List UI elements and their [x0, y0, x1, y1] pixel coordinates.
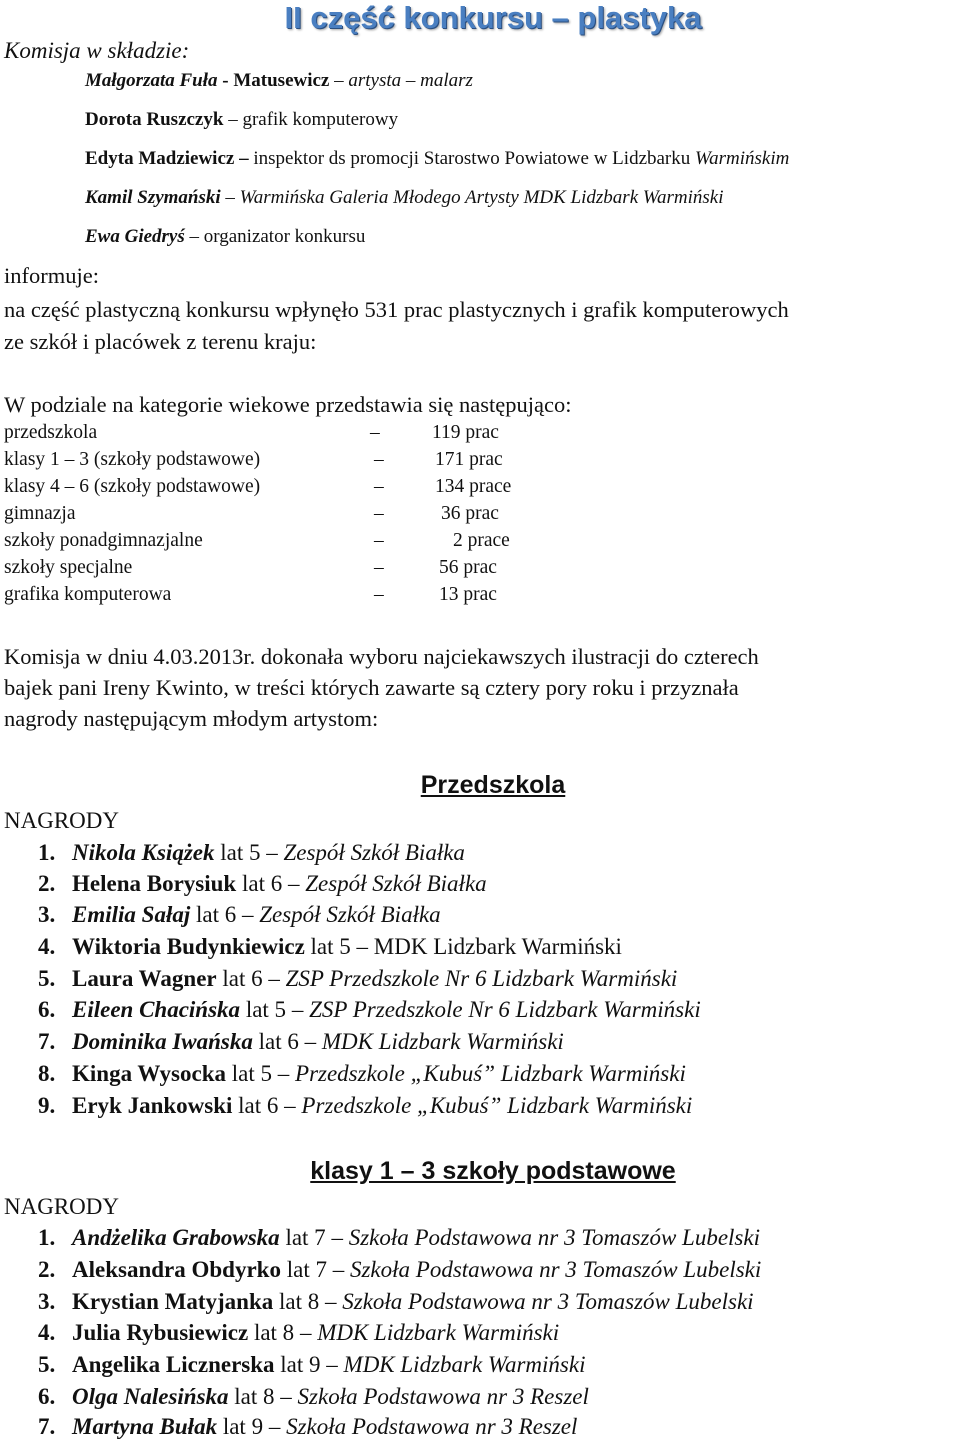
decision-line-3: nagrody następującym młodym artystom: — [4, 706, 379, 731]
category-dash: – — [374, 476, 384, 497]
category-count: 36 prac — [441, 503, 499, 524]
award-item: 6. Olga Nalesińska lat 8 – Szkoła Podstawowa nr 3 Reszel — [38, 1384, 589, 1409]
award-item: 6. Eileen Chacińska lat 5 – ZSP Przedszkole Nr 6 Lidzbark Warmiński — [38, 997, 701, 1022]
winner-name: Emilia Sałaj — [72, 902, 191, 927]
category-label: przedszkola — [4, 422, 98, 443]
award-item: 5. Laura Wagner lat 6 – ZSP Przedszkole Nr 6 Lidzbark Warmiński — [38, 966, 678, 991]
category-label: grafika komputerowa — [4, 584, 172, 605]
intro-line-1: na część plastyczną konkursu wpłynęło 531 prac plastycznych i grafik komputerowych — [4, 297, 789, 322]
category-dash: – — [374, 530, 384, 551]
award-item: 7. Dominika Iwańska lat 6 – MDK Lidzbark Warmiński — [38, 1029, 564, 1054]
member-desc: – organizator konkursu — [184, 226, 366, 247]
category-dash: – — [374, 557, 384, 578]
section-heading-przedszkola: Przedszkola — [420, 771, 566, 799]
member-name: Kamil Szymański — [85, 187, 221, 208]
category-count: 56 prac — [439, 557, 497, 578]
category-label: klasy 4 – 6 (szkoły podstawowe) — [4, 476, 261, 497]
award-item: 3. Emilia Sałaj lat 6 – Zespół Szkół Białka — [38, 902, 441, 927]
section-heading-klasy-1-3: klasy 1 – 3 szkoły podstawowe — [310, 1157, 676, 1185]
category-dash: – — [370, 422, 380, 443]
award-item: 5. Angelika Licznerska lat 9 – MDK Lidzbark Warmiński — [38, 1352, 586, 1377]
category-label: szkoły specjalne — [4, 557, 133, 578]
category-label: gimnazja — [4, 503, 76, 524]
division-text: W podziale na kategorie wiekowe przedstawia się następująco: — [4, 392, 572, 417]
winner-name: Martyna Bułak — [72, 1414, 218, 1439]
member-desc-tail: Warmińskim — [695, 148, 790, 169]
winner-name: Krystian Matyjanka — [72, 1289, 274, 1314]
decision-line-1: Komisja w dniu 4.03.2013r. dokonała wyboru najciekawszych ilustracji do czterech — [4, 644, 759, 669]
award-item: 2. Aleksandra Obdyrko lat 7 – Szkoła Podstawowa nr 3 Tomaszów Lubelski — [38, 1257, 762, 1282]
awards-label: NAGRODY — [4, 808, 119, 833]
winner-name: Wiktoria Budynkiewicz — [72, 934, 305, 959]
member-desc: – Warmińska Galeria Młodego Artysty MDK Lidzbark Warmiński — [220, 187, 724, 208]
category-count: 2 prace — [453, 530, 510, 551]
award-item: 4. Wiktoria Budynkiewicz lat 5 – MDK Lidzbark Warmiński — [38, 934, 622, 959]
winner-name: Kinga Wysocka — [72, 1061, 227, 1086]
category-label: klasy 1 – 3 (szkoły podstawowe) — [4, 449, 261, 470]
member-name-rest: – — [234, 148, 254, 169]
award-item: 2. Helena Borysiuk lat 6 – Zespół Szkół Białka — [38, 871, 487, 896]
commission-label: Komisja w składzie: — [4, 38, 190, 63]
awards-label: NAGRODY — [4, 1194, 119, 1219]
member-5 — [85, 226, 365, 248]
member-4 — [85, 187, 723, 209]
member-name: Dorota Ruszczyk — [85, 109, 224, 130]
category-dash: – — [374, 584, 384, 605]
decision-line-2: bajek pani Ireny Kwinto, w treści których zawarte są cztery pory roku i przyznała — [4, 675, 739, 700]
category-count: 13 prac — [439, 584, 497, 605]
award-item: 1. Andżelika Grabowska lat 7 – Szkoła Podstawowa nr 3 Tomaszów Lubelski — [38, 1225, 760, 1250]
category-dash: – — [374, 503, 384, 524]
winner-name: Julia Rybusiewicz — [72, 1320, 249, 1345]
winner-name: Dominika Iwańska — [72, 1029, 253, 1054]
member-name: Ewa Giedryś — [85, 226, 185, 247]
award-item: 9. Eryk Jankowski lat 6 – Przedszkole „Kubuś” Lidzbark Warmiński — [38, 1093, 693, 1118]
member-2 — [85, 109, 398, 131]
award-item: 7. Martyna Bułak lat 9 – Szkoła Podstawowa nr 3 Reszel — [38, 1414, 578, 1439]
member-3 — [85, 148, 789, 170]
category-label: szkoły ponadgimnazjalne — [4, 530, 203, 551]
award-item: 3. Krystian Matyjanka lat 8 – Szkoła Podstawowa nr 3 Tomaszów Lubelski — [38, 1289, 754, 1314]
member-name: Edyta Madziewicz — [85, 148, 235, 169]
category-count: 171 prac — [435, 449, 503, 470]
winner-name: Eryk Jankowski — [72, 1093, 233, 1118]
intro-line-2: ze szkół i placówek z terenu kraju: — [4, 329, 317, 354]
winner-name: Laura Wagner — [72, 966, 217, 991]
winner-name: Eileen Chacińska — [72, 997, 241, 1022]
category-dash: – — [374, 449, 384, 470]
member-desc: – grafik komputerowy — [223, 109, 399, 130]
winner-name: Helena Borysiuk — [72, 871, 237, 896]
member-1 — [85, 70, 473, 92]
winner-name: Nikola Książek — [72, 840, 215, 865]
winner-name: Aleksandra Obdyrko — [72, 1257, 281, 1282]
page-title: II część konkursu – plastyka — [284, 0, 702, 35]
winner-name: Angelika Licznerska — [72, 1352, 275, 1377]
winner-name: Olga Nalesińska — [72, 1384, 229, 1409]
category-count: 119 prac — [432, 422, 499, 443]
award-item: 8. Kinga Wysocka lat 5 – Przedszkole „Kubuś” Lidzbark Warmiński — [38, 1061, 686, 1086]
member-desc: – artysta – malarz — [329, 70, 473, 91]
member-name-rest: - Matusewicz — [217, 70, 330, 91]
member-desc: inspektor ds promocji Starostwo Powiatowe w Lidzbarku — [253, 148, 696, 169]
member-name: Małgorzata Fuła — [85, 70, 218, 91]
category-count: 134 prace — [435, 476, 512, 497]
award-item: 4. Julia Rybusiewicz lat 8 – MDK Lidzbark Warmiński — [38, 1320, 560, 1345]
winner-name: Andżelika Grabowska — [72, 1225, 280, 1250]
informs-label: informuje: — [4, 263, 99, 288]
award-item: 1. Nikola Książek lat 5 – Zespół Szkół Białka — [38, 840, 465, 865]
